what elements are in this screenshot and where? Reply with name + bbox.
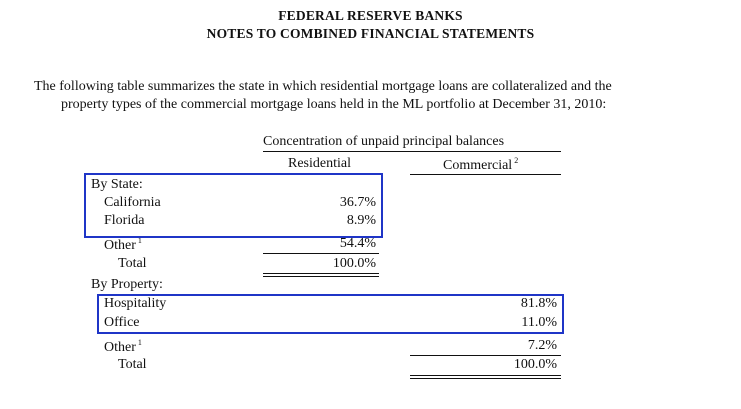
- row-label-state-other: Other $^1$: [104, 236, 142, 253]
- footnote-ref: 1: [137, 236, 142, 245]
- value-commercial-office: 11.0%: [521, 315, 557, 330]
- row-label-office: Office: [104, 315, 140, 330]
- value-commercial-total: 100.0%: [513, 357, 557, 372]
- column-header-residential: Residential: [288, 156, 351, 171]
- footnote-ref: 2: [514, 156, 519, 165]
- column-header-commercial: Commercial $^2$: [443, 156, 519, 173]
- commercial-total-double-rule-bottom: [410, 378, 561, 379]
- row-label-california: California: [104, 195, 161, 210]
- commercial-header-underline: [410, 174, 561, 175]
- commercial-total-double-rule-top: [410, 375, 561, 376]
- row-label-florida: Florida: [104, 213, 145, 228]
- row-label-property-other: Other $^1$: [104, 338, 142, 355]
- value-residential-other: 54.4%: [339, 236, 376, 251]
- intro-line-2: property types of the commercial mortgage loans held in the ML portfolio at December 31, 2010:: [61, 97, 607, 112]
- row-label-property-total: Total: [118, 357, 147, 372]
- value-commercial-other: 7.2%: [527, 338, 557, 353]
- commercial-subtotal-rule: [410, 355, 561, 356]
- highlight-box-state: [84, 173, 383, 238]
- value-residential-california: 36.7%: [339, 195, 376, 210]
- highlight-box-property: [97, 294, 564, 334]
- value-residential-florida: 8.9%: [346, 213, 376, 228]
- value-commercial-hospitality: 81.8%: [520, 296, 557, 311]
- section-label-by-state: By State:: [91, 177, 143, 192]
- column-group-header: Concentration of unpaid principal balances: [263, 134, 505, 149]
- row-label-state-total: Total: [118, 256, 147, 271]
- column-group-underline: [263, 151, 561, 152]
- section-label-by-property: By Property:: [91, 277, 163, 292]
- intro-line-1: The following table summarizes the state in which residential mortgage loans are collateralized and the: [34, 79, 612, 94]
- report-section-title: NOTES TO COMBINED FINANCIAL STATEMENTS: [206, 26, 535, 41]
- residential-subtotal-rule: [263, 253, 379, 254]
- residential-total-double-rule-top: [263, 273, 379, 274]
- report-org-title: FEDERAL RESERVE BANKS: [278, 8, 463, 23]
- row-label-hospitality: Hospitality: [104, 296, 167, 311]
- value-residential-total: 100.0%: [332, 256, 376, 271]
- residential-total-double-rule-bottom: [263, 276, 379, 277]
- footnote-ref: 1: [137, 338, 142, 347]
